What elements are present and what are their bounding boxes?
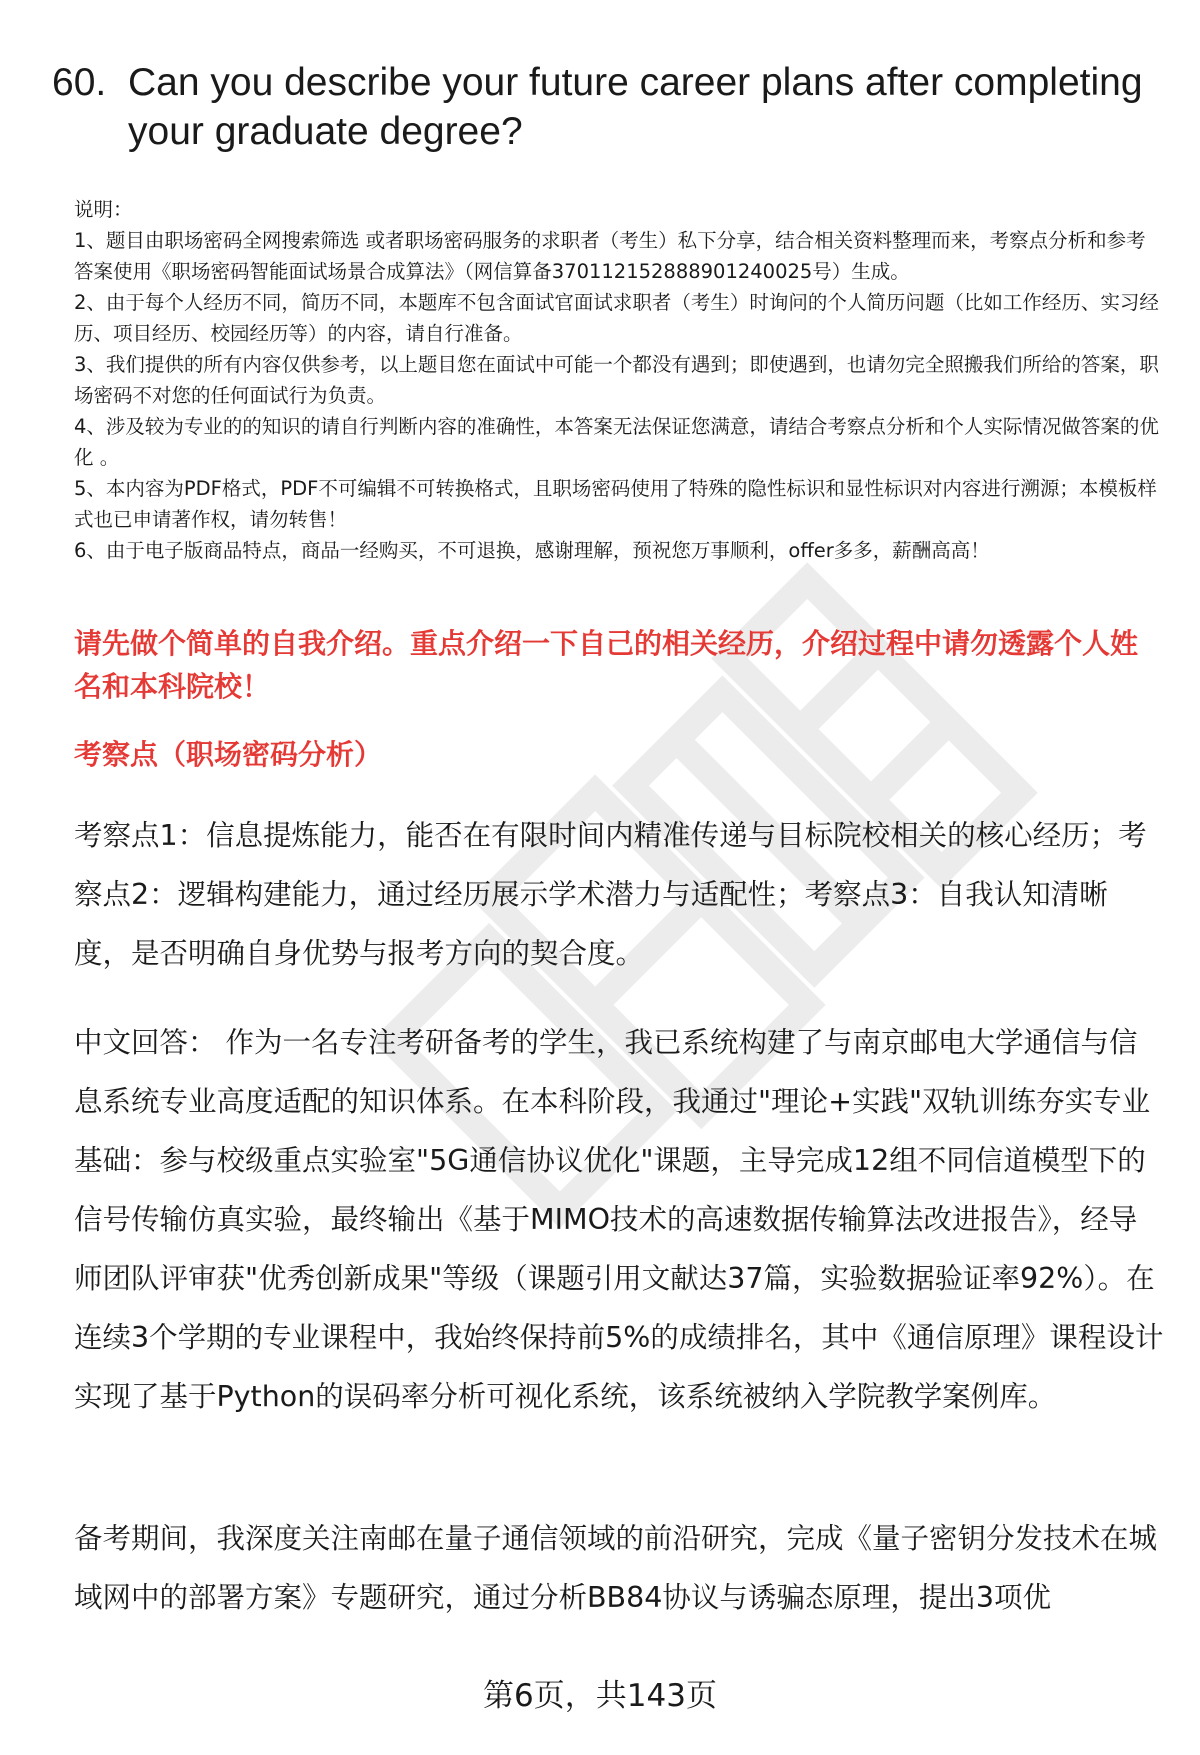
analysis-text: 考察点1：信息提炼能力，能否在有限时间内精准传递与目标院校相关的核心经历；考察点2：逻辑构建能力，通过经历展示学术潜力与适配性；考察点3：自我认知清晰度，是否明确自身优势与报考方向的契合度。: [74, 819, 1147, 970]
note-item-5: 5、本内容为PDF格式，PDF不可编辑不可转换格式，且职场密码使用了特殊的隐性标识和显性标识对内容进行溯源；本模板样式也已申请著作权，请勿转售！: [74, 477, 1157, 531]
note-item-4: 4、涉及较为专业的的知识的请自行判断内容的准确性，本答案无法保证您满意，请结合考察点分析和个人实际情况做答案的优化 。: [74, 415, 1159, 469]
page-footer: 第6页，共143页: [483, 1678, 717, 1714]
question-number: 60.: [52, 61, 107, 104]
answer-paragraph-2: 备考期间，我深度关注南邮在量子通信领域的前沿研究，完成《量子密钥分发技术在城域网中的部署方案》专题研究，通过分析BB84协议与诱骗态原理，提出3项优: [74, 1522, 1158, 1614]
notes-section: [74, 194, 1164, 566]
note-item-2: 2、由于每个人经历不同，简历不同，本题库不包含面试官面试求职者（考生）时询问的个人简历问题（比如工作经历、实习经历、项目经历、校园经历等）的内容，请自行准备。: [74, 291, 1159, 345]
note-item-3: 3、我们提供的所有内容仅供参考，以上题目您在面试中可能一个都没有遇到；即使遇到，也请勿完全照搬我们所给的答案，职场密码不对您的任何面试行为负责。: [74, 353, 1159, 407]
note-item-1: 1、题目由职场密码全网搜索筛选 或者职场密码服务的求职者（考生）私下分享，结合相关资料整理而来，考察点分析和参考答案使用《职场密码智能面试场景合成算法》（网信算备370112152888901240025号）生成。: [74, 229, 1146, 283]
analysis-heading: 考察点（职场密码分析）: [74, 738, 383, 771]
notes-title: 说明：: [74, 198, 133, 221]
note-item-6: 6、由于电子版商品特点，商品一经购买，不可退换，感谢理解，预祝您万事顺利，offer多多，薪酬高高！: [74, 539, 990, 562]
intro-question: 请先做个简单的自我介绍。重点介绍一下自己的相关经历，介绍过程中请勿透露个人姓名和本科院校！: [74, 627, 1139, 703]
question-text: Can you describe your future career plans after completing your graduate degree?: [128, 61, 1143, 153]
answer-paragraph-1: 中文回答： 作为一名专注考研备考的学生，我已系统构建了与南京邮电大学通信与信息系统专业高度适配的知识体系。在本科阶段，我通过"理论+实践"双轨训练夯实专业基础：参与校级重点实验室"5G通信协议优化"课题，主导完成12组不同信道模型下的信号传输仿真实验，最终输出《基于MIMO技术的高速数据传输算法改进报告》，经导师团队评审获"优秀创新成果"等级（课题引用文献达37篇，实验数据验证率92%）。在连续3个学期的专业课程中，我始终保持前5%的成绩排名，其中《通信原理》课程设计实现了基于Python的误码率分析可视化系统，该系统被纳入学院教学案例库。: [74, 1026, 1164, 1413]
question-heading: [52, 58, 1162, 156]
